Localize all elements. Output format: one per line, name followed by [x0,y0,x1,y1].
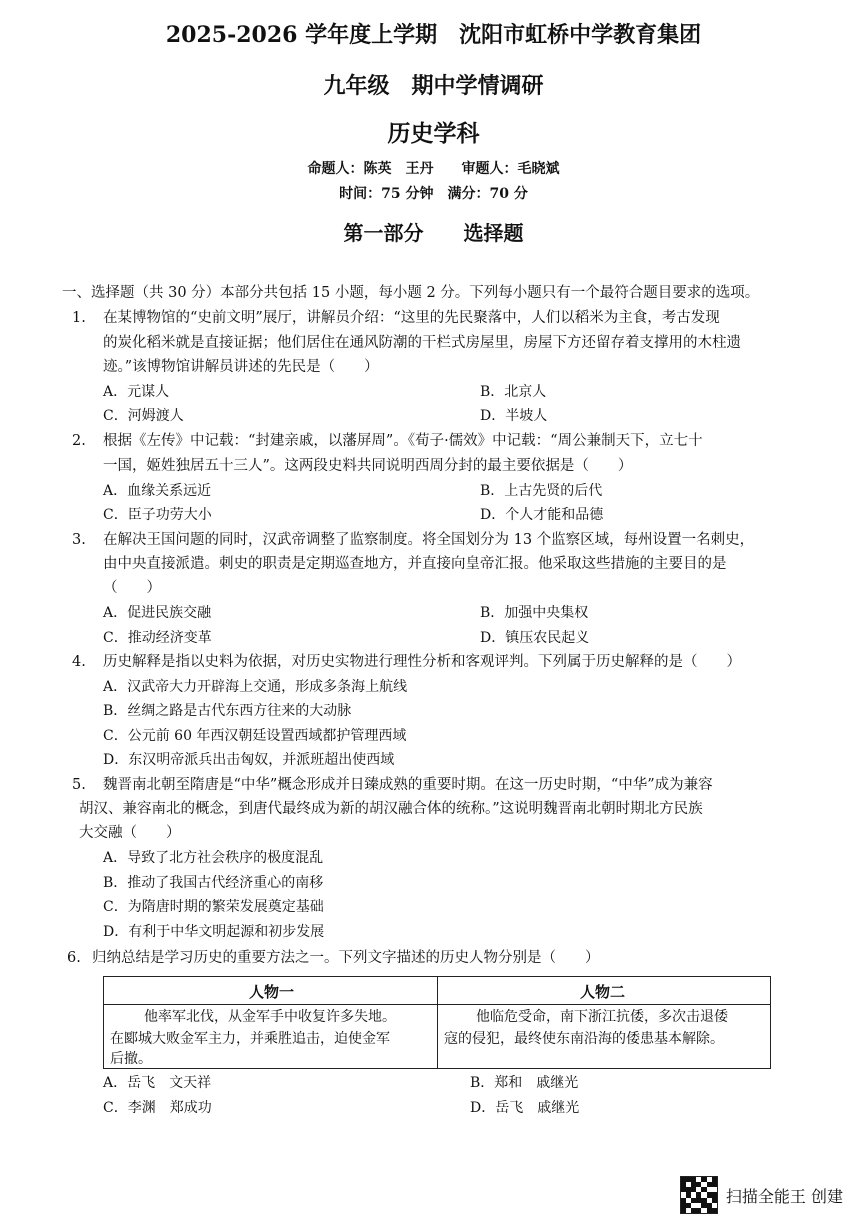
question-text-line: 魏晋南北朝至隋唐是“中华”概念形成并日臻成熟的重要时期。在这一历史时期，“中华”成为兼容 [103,777,713,793]
question-text-line: 一国，姬姓独居五十三人”。这两段史料共同说明西周分封的最主要依据是（ ） [103,458,633,474]
answer-option[interactable]: D．有利于中华文明起源和初步发展 [103,924,325,940]
answer-option[interactable]: C．公元前 60 年西汉朝廷设置西域都护管理西域 [103,728,407,744]
answer-option[interactable]: A．汉武帝大力开辟海上交通，形成多条海上航线 [103,679,408,695]
section-intro: 一、选择题（共 30 分）本部分共包括 15 小题，每小题 2 分。下列每小题只有一个最符合题目要求的选项。 [62,285,760,301]
question-number: 2. [72,433,86,449]
question-number: 5. [72,777,86,793]
part-title: 第一部分 选择题 [343,221,524,245]
answer-option[interactable]: B．丝绸之路是古代东西方往来的大动脉 [103,703,352,719]
scanner-label: 扫描全能王 创建 [725,1186,843,1206]
question-number: 1. [72,310,86,326]
answer-option[interactable]: B．郑和 戚继光 [470,1075,579,1091]
table-cell: 他率军北伐，从金军手中收复许多失地。 [144,1009,396,1025]
answer-option[interactable]: A．促进民族交融 [103,605,212,621]
table-cell: 寇的侵犯，最终使东南沿海的倭患基本解除。 [444,1031,724,1047]
answer-option[interactable]: A．血缘关系远近 [103,483,212,499]
question-number: 4. [72,654,86,670]
question-text-line: 胡汉、兼容南北的概念，到唐代最终成为新的胡汉融合体的统称。”这说明魏晋南北朝时期北方民族 [79,801,703,817]
answer-option[interactable]: B．北京人 [480,384,547,400]
question-text-line: 由中央直接派遣。刺史的职责是定期巡查地方，并直接向皇帝汇报。他采取这些措施的主要目的是 [103,556,727,572]
figures-table [103,976,771,1069]
answer-option[interactable]: C．河姆渡人 [103,408,184,424]
answer-option[interactable]: A．岳飞 文天祥 [103,1075,212,1091]
answer-option[interactable]: A．导致了北方社会秩序的极度混乱 [103,850,324,866]
question-number: 6. [67,950,81,966]
question-text-line: 在解决王国问题的同时，汉武帝调整了监察制度。将全国划分为 13 个监察区域，每州设置一名刺史， [103,532,755,548]
answer-option[interactable]: B．加强中央集权 [480,605,589,621]
table-divider [437,977,438,1068]
answer-option[interactable]: D．东汉明帝派兵出击匈奴，并派班超出使西域 [103,752,395,768]
table-cell: 后撤。 [110,1051,152,1067]
answer-option[interactable]: C．臣子功劳大小 [103,507,212,523]
answer-option[interactable]: A．元谋人 [103,384,170,400]
question-text-line: 在某博物馆的“史前文明”展厅，讲解员介绍：“这里的先民聚落中，人们以稻米为主食，考古发现 [103,310,720,326]
exam-grade: 九年级 期中学情调研 [323,73,544,99]
table-cell: 在郾城大败金军主力，并乘胜追击，迫使金军 [110,1031,390,1047]
question-text-line: 的炭化稻米就是直接证据；他们居住在通风防潮的干栏式房屋里，房屋下方还留存着支撑用的木柱遗 [103,335,741,351]
table-header: 人物二 [580,983,626,1001]
question-text-line: 大交融（ ） [79,825,181,841]
answer-option[interactable]: D．半坡人 [480,408,548,424]
question-text-line: 迹。”该博物馆讲解员讲述的先民是（ ） [103,359,379,375]
question-text-line: 归纳总结是学习历史的重要方法之一。下列文字描述的历史人物分别是（ ） [92,950,600,966]
answer-option[interactable]: D．个人才能和品德 [480,507,604,523]
question-number: 3. [72,532,86,548]
answer-option[interactable]: B．上古先贤的后代 [480,483,603,499]
answer-option[interactable]: D．岳飞 戚继光 [470,1100,580,1116]
exam-subject: 历史学科 [387,120,480,147]
answer-option[interactable]: B．推动了我国古代经济重心的南移 [103,875,324,891]
exam-title: 2025-2026 学年度上学期 沈阳市虹桥中学教育集团 [165,22,702,48]
exam-authors: 命题人：陈英 王丹 审题人：毛晓斌 [307,161,560,177]
answer-option[interactable]: C．李渊 郑成功 [103,1100,212,1116]
question-text-line: （ ） [103,580,161,596]
answer-option[interactable]: C．推动经济变革 [103,630,212,646]
question-text-line: 历史解释是指以史料为依据，对历史实物进行理性分析和客观评判。下列属于历史解释的是（ ） [103,654,741,670]
table-divider [104,1004,770,1005]
exam-time-score: 时间：75 分钟 满分：70 分 [339,186,528,202]
answer-option[interactable]: C．为隋唐时期的繁荣发展奠定基础 [103,899,324,915]
qr-code-icon [680,1176,718,1214]
table-cell: 他临危受命，南下浙江抗倭，多次击退倭 [476,1009,728,1025]
table-header: 人物一 [249,983,295,1001]
question-text-line: 根据《左传》中记载：“封建亲戚，以藩屏周”。《荀子·儒效》中记载：“周公兼制天下，立七十 [103,433,703,449]
answer-option[interactable]: D．镇压农民起义 [480,630,590,646]
scanner-watermark [680,1176,843,1214]
